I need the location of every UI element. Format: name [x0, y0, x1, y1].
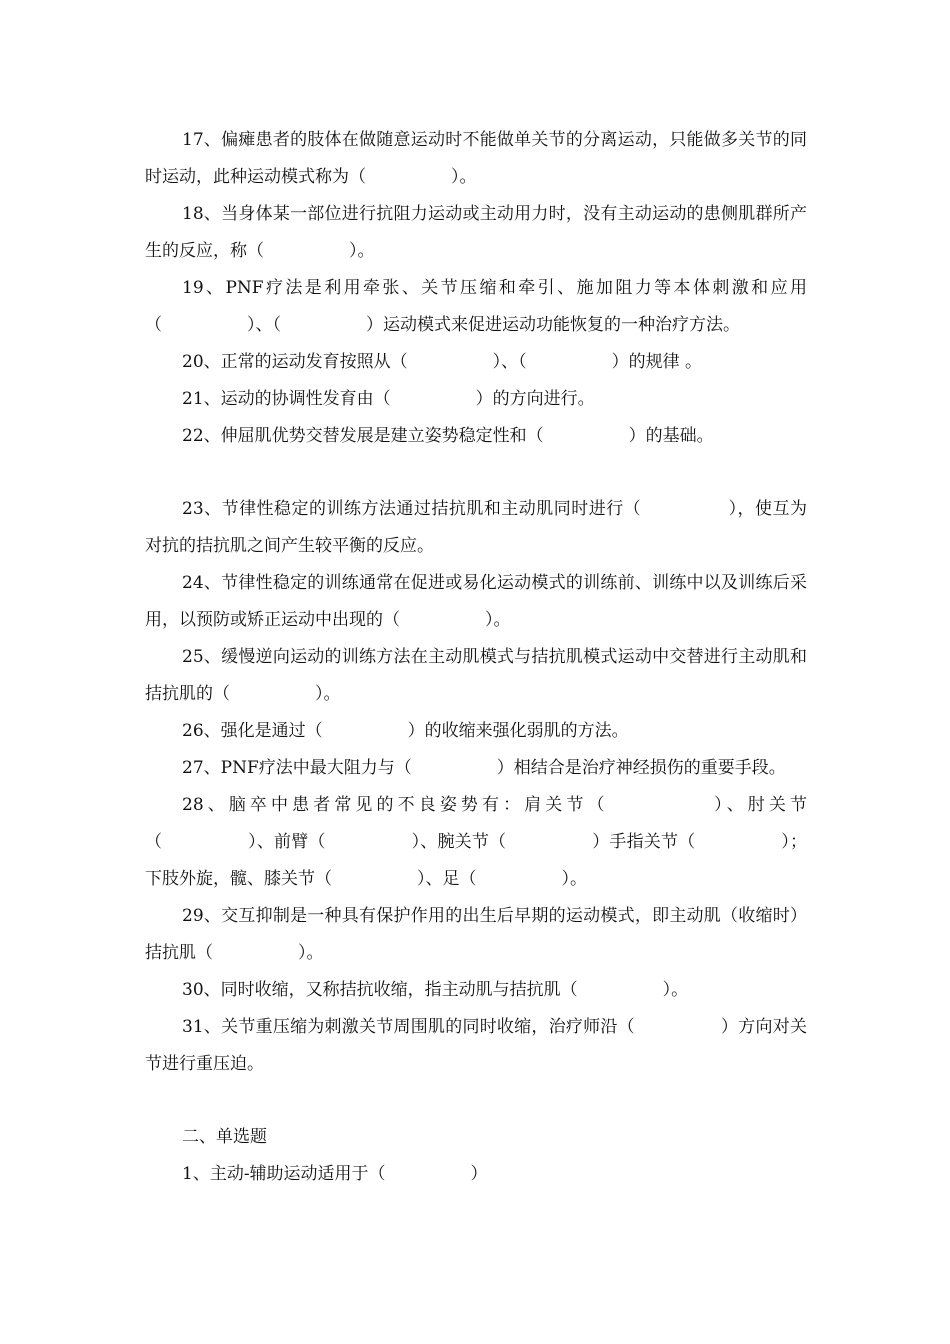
question-26: 26、强化是通过（ ）的收缩来强化弱肌的方法。 [182, 721, 629, 741]
question-21: 21、运动的协调性发育由（ ）的方向进行。 [182, 389, 595, 409]
question-17: 17、偏瘫患者的肢体在做随意运动时不能做单关节的分离运动，只能做多关节的同时运动，此种运动模式称为（ ）。 [145, 130, 807, 187]
question-24: 24、节律性稳定的训练通常在促进或易化运动模式的训练前、训练中以及训练后采用，以预防或矫正运动中出现的（ ）。 [145, 573, 807, 630]
question-25: 25、缓慢逆向运动的训练方法在主动肌模式与拮抗肌模式运动中交替进行主动肌和拮抗肌的（ ）。 [145, 647, 807, 704]
question-20: 20、正常的运动发育按照从（ ）、（ ）的规律 。 [182, 352, 703, 372]
question-22: 22、伸屈肌优势交替发展是建立姿势稳定性和（ ）的基础。 [182, 426, 714, 446]
question-31: 31、关节重压缩为刺激关节周围肌的同时收缩，治疗师沿（ ）方向对关节进行重压迫。 [145, 1017, 807, 1074]
question-30: 30、同时收缩，又称拮抗收缩，指主动肌与拮抗肌（ ）。 [182, 980, 689, 1000]
question-28: 28、脑卒中患者常见的不良姿势有：肩关节（ ）、肘关节（ ）、前臂（ ）、腕关节（ ）手指关节（ ）；下肢外旋，髋、膝关节（ ）、足（ ）。 [145, 795, 807, 889]
paragraph-gap [145, 455, 807, 491]
question-23: 23、节律性稳定的训练方法通过拮抗肌和主动肌同时进行（ ），使互为对抗的拮抗肌之间产生较平衡的反应。 [145, 499, 807, 556]
section-heading: 二、单选题 [182, 1127, 267, 1147]
question-27: 27、PNF疗法中最大阻力与（ ）相结合是治疗神经损伤的重要手段。 [182, 758, 786, 778]
document-body [145, 122, 807, 1193]
paragraph-gap [145, 1083, 807, 1119]
single-choice-question-1: 1、主动-辅助运动适用于（ ） [182, 1164, 488, 1184]
question-19: 19、PNF疗法是利用牵张、关节压缩和牵引、施加阻力等本体刺激和应用（ ）、（ ）运动模式来促进运动功能恢复的一种治疗方法。 [145, 278, 807, 335]
question-18: 18、当身体某一部位进行抗阻力运动或主动用力时，没有主动运动的患侧肌群所产生的反应，称（ ）。 [145, 204, 807, 261]
question-29: 29、交互抑制是一种具有保护作用的出生后早期的运动模式，即主动肌（收缩时）拮抗肌（ ）。 [145, 906, 807, 963]
